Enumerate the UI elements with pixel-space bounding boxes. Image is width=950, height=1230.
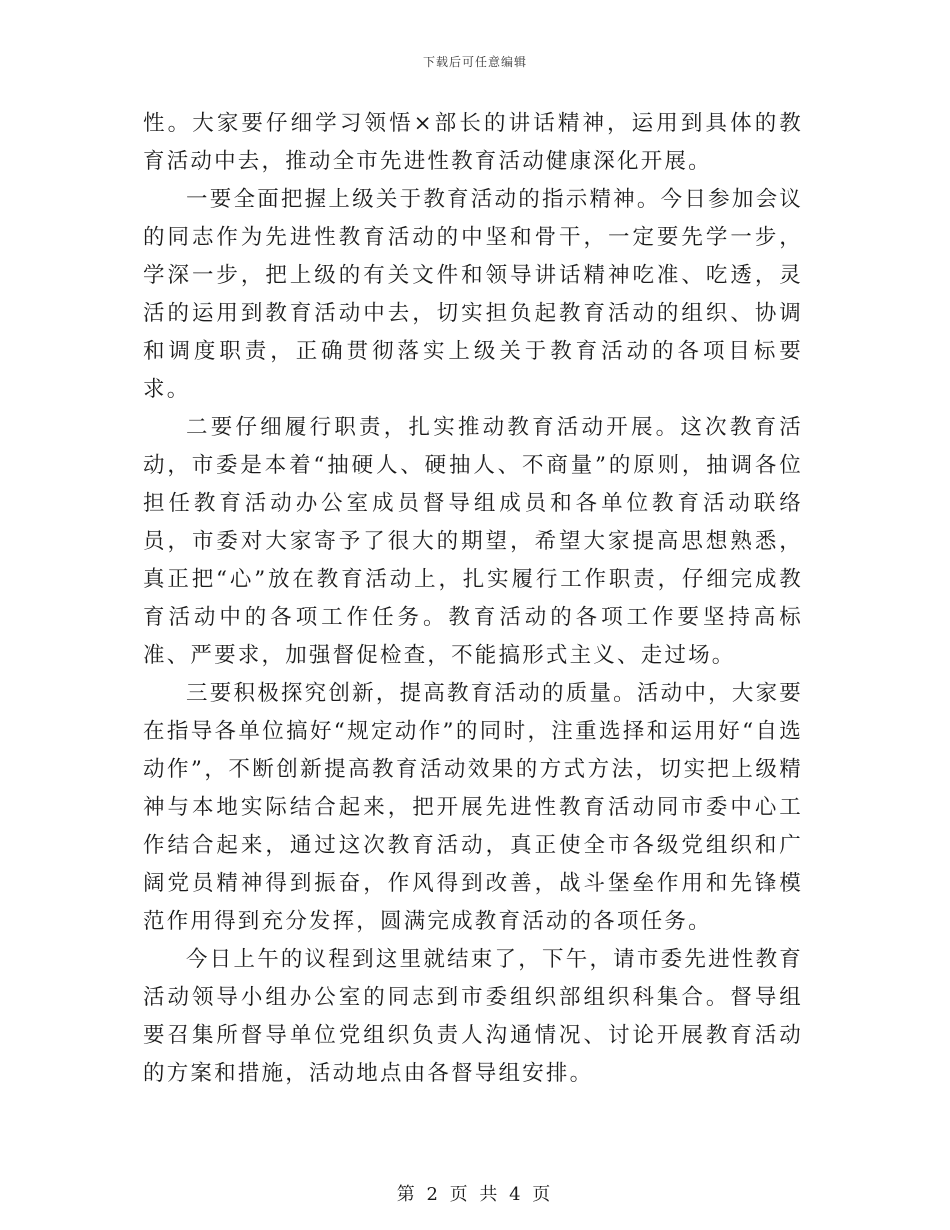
page-number-footer: 第 2 页 共 4 页	[396, 1184, 554, 1205]
paragraph-3: 二要仔细履行职责，扎实推动教育活动开展。这次教育活动，市委是本着“抽硬人、硬抽人、不商量”的原则，抽调各位担任教育活动办公室成员督导组成员和各单位教育活动联络员，市委对大家寄予了很大的期望，希望大家提高思想熟悉，真正把“心”放在教育活动上，扎实履行工作职责，仔细完成教育活动中的各项工作任务。教育活动的各项工作要坚持高标准、严要求，加强督促检查，不能搞形式主义、走过场。	[143, 415, 803, 668]
document-body	[143, 105, 803, 1093]
header-note: 下载后可任意编辑	[422, 55, 527, 69]
paragraph-2: 一要全面把握上级关于教育活动的指示精神。今日参加会议的同志作为先进性教育活动的中坚和骨干，一定要先学一步，学深一步，把上级的有关文件和领导讲话精神吃准、吃透，灵活的运用到教育活动中去，切实担负起教育活动的组织、协调和调度职责，正确贯彻落实上级关于教育活动的各项目标要求。	[143, 187, 803, 402]
paragraph-5: 今日上午的议程到这里就结束了，下午，请市委先进性教育活动领导小组办公室的同志到市委组织部组织科集合。督导组要召集所督导单位党组织负责人沟通情况、讨论开展教育活动的方案和措施，活动地点由各督导组安排。	[143, 947, 803, 1086]
paragraph-1: 性。大家要仔细学习领悟×部长的讲话精神，运用到具体的教育活动中去，推动全市先进性教育活动健康深化开展。	[143, 111, 803, 174]
paragraph-4: 三要积极探究创新，提高教育活动的质量。活动中，大家要在指导各单位搞好“规定动作”的同时，注重选择和运用好“自选动作”，不断创新提高教育活动效果的方式方法，切实把上级精神与本地实际结合起来，把开展先进性教育活动同市委中心工作结合起来，通过这次教育活动，真正使全市各级党组织和广阔党员精神得到振奋，作风得到改善，战斗堡垒作用和先锋模范作用得到充分发挥，圆满完成教育活动的各项任务。	[143, 681, 803, 934]
